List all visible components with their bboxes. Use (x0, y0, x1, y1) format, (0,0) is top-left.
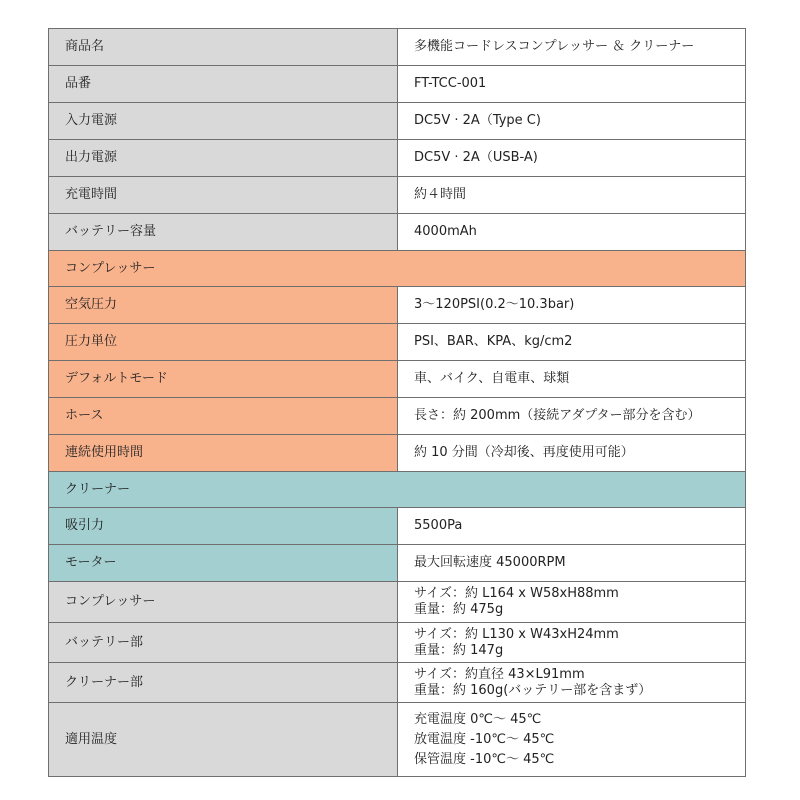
spec-row-hose (49, 398, 746, 435)
spec-row-compressor-size (49, 582, 746, 623)
size-line: サイズ：約 L164 x W58xH88mm (414, 586, 619, 601)
spec-row-default-mode (49, 361, 746, 398)
spec-label: 商品名 (49, 29, 398, 66)
spec-value: DC5V · 2A（USB-A) (398, 140, 746, 177)
spec-row-motor (49, 545, 746, 582)
spec-label: 入力電源 (49, 103, 398, 140)
weight-line: 重量：約 475g (414, 602, 504, 617)
section-title: クリーナー (49, 472, 746, 508)
spec-value (398, 623, 746, 663)
spec-label: 充電時間 (49, 177, 398, 214)
section-header-compressor (49, 251, 746, 287)
spec-row-model-number (49, 66, 746, 103)
spec-value: DC5V · 2A（Type C) (398, 103, 746, 140)
spec-row-product-name (49, 29, 746, 66)
spec-label: デフォルトモード (49, 361, 398, 398)
spec-value (398, 703, 746, 777)
spec-row-air-pressure (49, 287, 746, 324)
temperature-line: 放電温度 -10℃～ 45℃ (414, 731, 555, 747)
spec-table (48, 28, 746, 777)
spec-label: コンプレッサー (49, 582, 398, 623)
temperature-line: 保管温度 -10℃～ 45℃ (414, 751, 555, 767)
spec-value: 最大回転速度 45000RPM (398, 545, 746, 582)
spec-row-suction-power (49, 508, 746, 545)
spec-row-battery-size (49, 623, 746, 663)
spec-row-input-power (49, 103, 746, 140)
section-title: コンプレッサー (49, 251, 746, 287)
spec-value: FT-TCC-001 (398, 66, 746, 103)
spec-label: 圧力単位 (49, 324, 398, 361)
spec-label: モーター (49, 545, 398, 582)
spec-label: バッテリー部 (49, 623, 398, 663)
weight-line: 重量：約 160g(バッテリー部を含まず） (414, 682, 652, 698)
spec-label: 品番 (49, 66, 398, 103)
spec-value: 車、バイク、自電車、球類 (398, 361, 746, 398)
spec-row-continuous-use (49, 435, 746, 472)
spec-row-charge-time (49, 177, 746, 214)
size-line: サイズ：約 L130 x W43xH24mm (414, 626, 619, 642)
spec-row-cleaner-size (49, 663, 746, 703)
spec-row-battery-capacity (49, 214, 746, 251)
spec-label: クリーナー部 (49, 663, 398, 703)
spec-value: 5500Pa (398, 508, 746, 545)
spec-value: 4000mAh (398, 214, 746, 251)
spec-label: 空気圧力 (49, 287, 398, 324)
size-line: サイズ：約直径 43×L91mm (414, 666, 585, 682)
temperature-line: 充電温度 0℃～ 45℃ (414, 711, 542, 727)
spec-value: 約４時間 (398, 177, 746, 214)
spec-label: バッテリー容量 (49, 214, 398, 251)
spec-row-pressure-units (49, 324, 746, 361)
spec-label: ホース (49, 398, 398, 435)
section-header-cleaner (49, 472, 746, 508)
spec-row-operating-temperature (49, 703, 746, 777)
weight-line: 重量：約 147g (414, 642, 504, 658)
spec-label: 連続使用時間 (49, 435, 398, 472)
spec-value: PSI、BAR、KPA、kg/cm2 (398, 324, 746, 361)
spec-value (398, 582, 746, 623)
spec-value: 長さ：約 200mm（接続アダプター部分を含む） (398, 398, 746, 435)
spec-value: 多機能コードレスコンプレッサー ＆ クリーナー (398, 29, 746, 66)
spec-value (398, 663, 746, 703)
spec-label: 適用温度 (49, 703, 398, 777)
spec-row-output-power (49, 140, 746, 177)
spec-label: 吸引力 (49, 508, 398, 545)
spec-label: 出力電源 (49, 140, 398, 177)
spec-value: 3～120PSI(0.2～10.3bar) (398, 287, 746, 324)
spec-value: 約 10 分間（冷却後、再度使用可能） (398, 435, 746, 472)
